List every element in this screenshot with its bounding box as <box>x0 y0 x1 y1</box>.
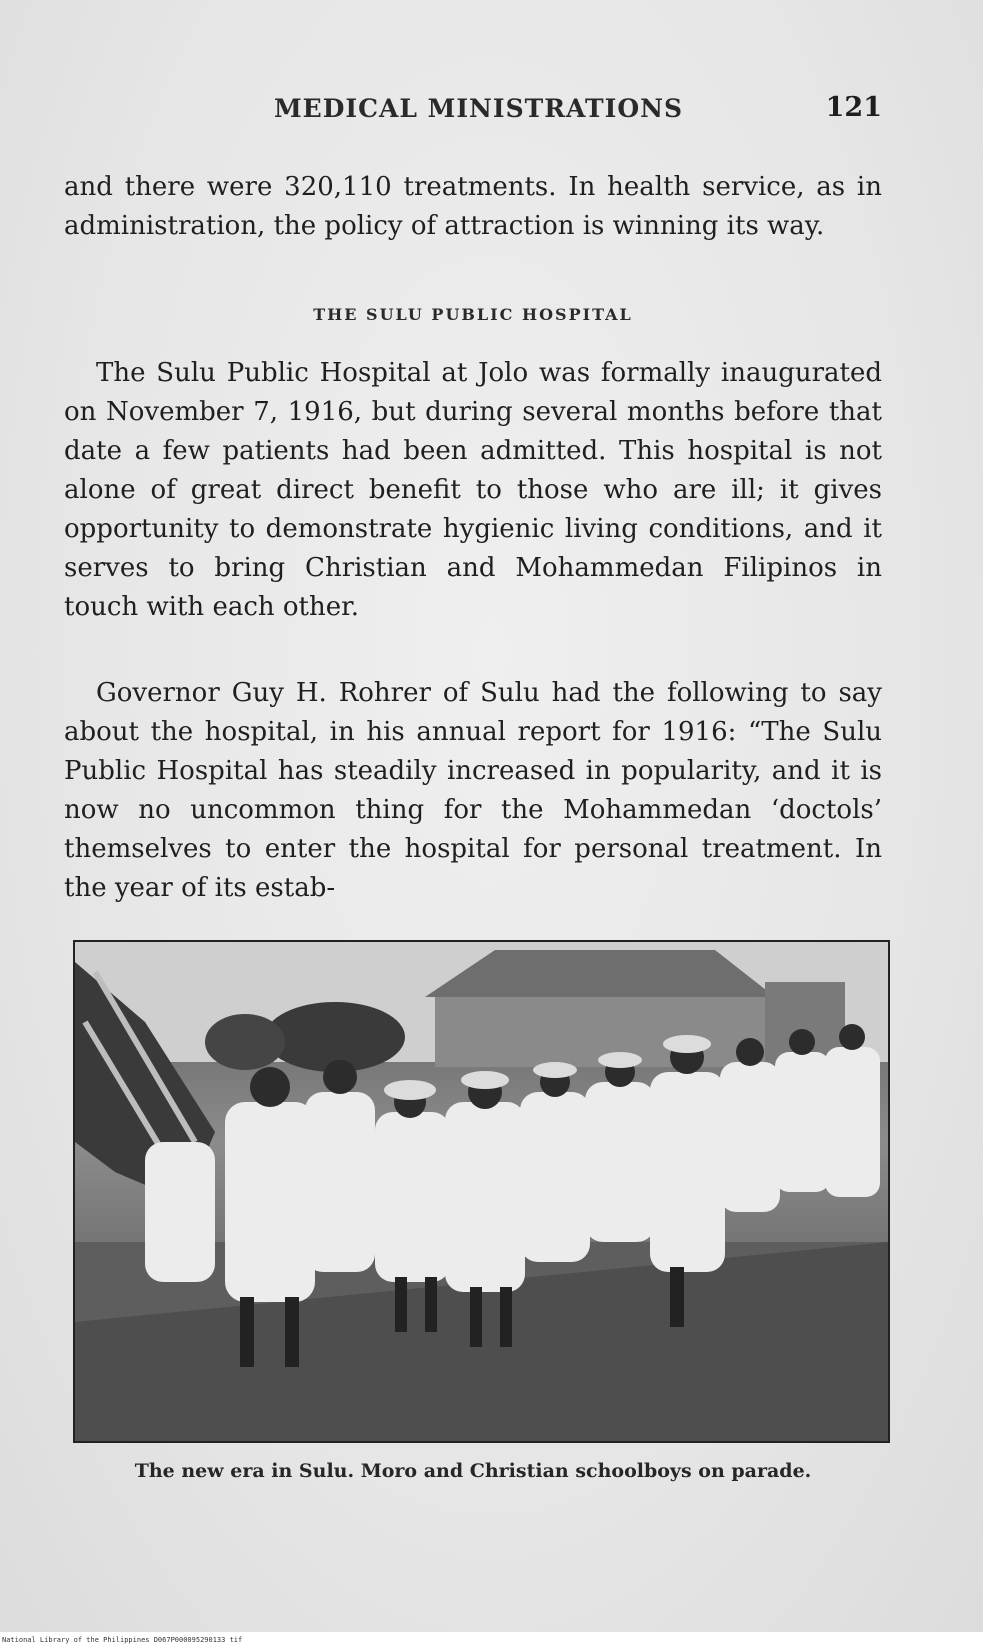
photo-caption: The new era in Sulu. Moro and Christian schoolboys on parade. <box>134 1460 812 1482</box>
parade-photo-illustration <box>75 942 888 1441</box>
scan-footer-text: National Library of the Philippines D067P000095290133 tif <box>2 1636 243 1644</box>
running-head <box>62 94 882 134</box>
paragraph-continuation: and there were 320,110 treatments. In health service, as in administration, the policy of attraction is winning its way. <box>64 172 882 241</box>
page-number: 121 <box>825 92 882 123</box>
parade-photograph <box>73 940 890 1443</box>
paragraph-governor-quote: Governor Guy H. Rohrer of Sulu had the following to say about the hospital, in his annual report for 1916: “The Sulu Public Hospital has steadily increased in popularity, and it is now no uncommon thing for the Mohammedan ‘doctols’ themselves to enter the hospital for personal treatment. In the year of its estab- <box>64 678 882 903</box>
running-title: MEDICAL MINISTRATIONS <box>274 94 684 123</box>
section-heading: THE SULU PUBLIC HOSPITAL <box>313 305 633 324</box>
paragraph-hospital-intro: The Sulu Public Hospital at Jolo was formally inaugurated on November 7, 1916, but during several months before that date a few patients had been admitted. This hospital is not alone of great direct benefit to those who are ill; it gives opportunity to demonstrate hygienic living conditions, and it serves to bring Christian and Mohammedan Filipinos in touch with each other. <box>64 358 882 622</box>
